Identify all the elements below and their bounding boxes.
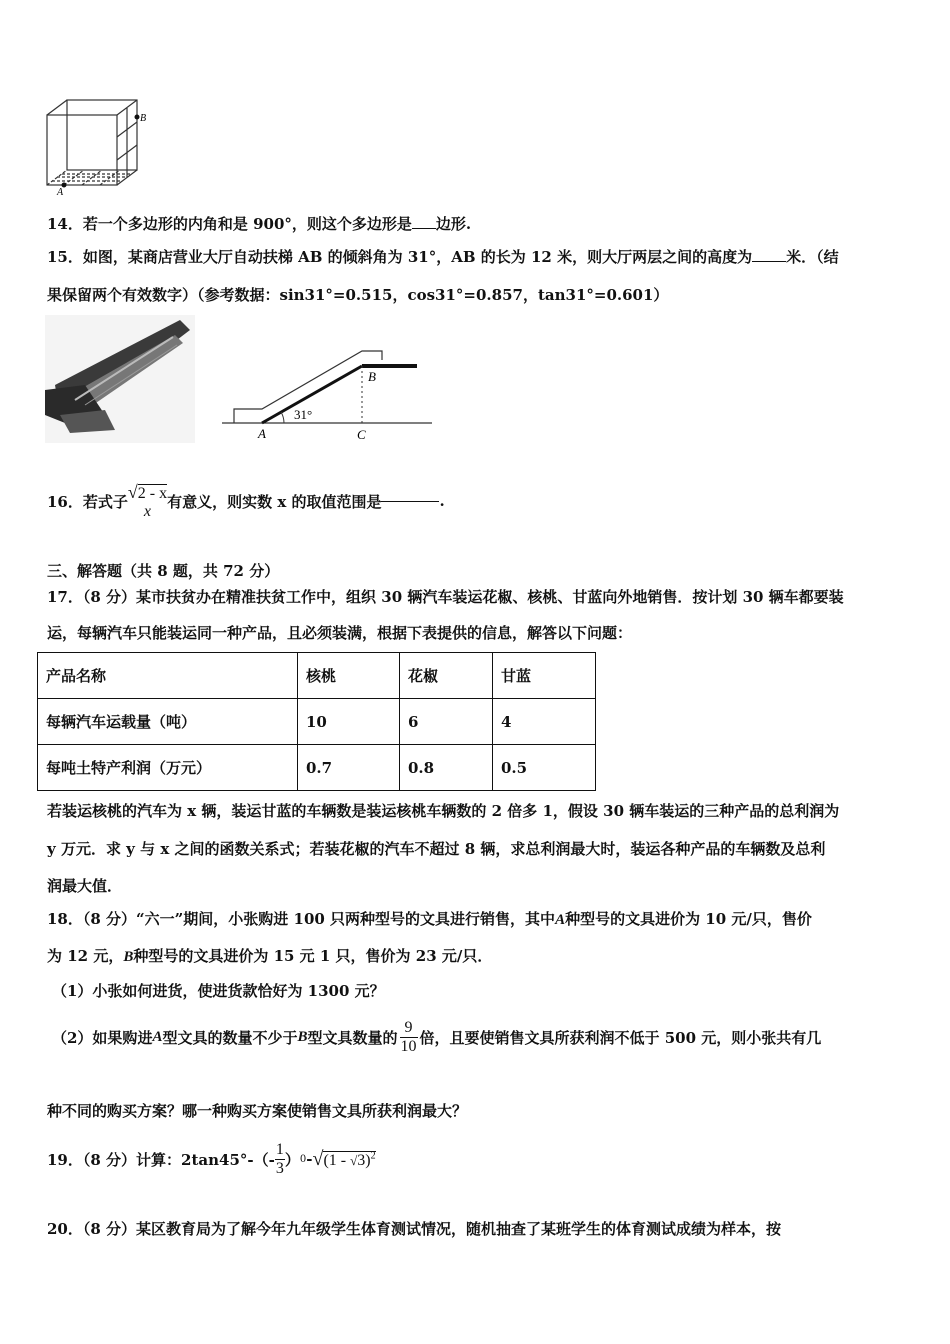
escalator-photo [45,315,195,443]
q18-text-2a: 为 12 元， [47,947,124,965]
q19-radicand-c: ) [365,1151,371,1169]
q19-minus: - [306,1150,313,1168]
escalator-label-c: C [357,427,366,442]
question-15-line2 [47,284,668,305]
q18-numerator: 9 [404,1018,413,1036]
table-header-cell: 产品名称 [38,653,298,699]
angle-label: 31° [294,407,313,422]
table-row [38,699,596,745]
table-header-cell: 甘蓝 [493,653,596,699]
question-17-line3 [47,800,839,821]
escalator-diagram [222,318,434,446]
q19-denominator: 3 [275,1159,284,1177]
q14-text-end: 边形. [435,215,472,233]
q14-answer-blank[interactable] [412,227,436,229]
escalator-label-a: A [258,426,266,441]
table-cell: 0.5 [493,745,596,791]
point-b [135,115,140,120]
q19-radicand-a: (1 - [323,1151,351,1169]
q18-part2-text-a: （2）如果购进 [52,1028,153,1047]
question-17-line5 [47,875,122,896]
q16-fraction [128,482,167,521]
q20-text: 20．（8 分）某区教育局为了解今年九年级学生体育测试情况，随机抽查了某班学生的体育测试成绩为样本，按 [47,1220,782,1238]
q19-exponent: 0 [299,1153,307,1165]
question-15-line1 [47,246,839,267]
q18-part2-text-f: 倍，且要使销售文具所获利润不低于 500 元，则小张共有几 [419,1028,822,1047]
table-cell: 每辆汽车运载量（吨） [38,699,298,745]
question-19 [47,1133,376,1185]
question-18-line2 [47,945,492,966]
q17-text-2: 运，每辆汽车只能装运同一种产品，且必须装满，根据下表提供的信息，解答以下问题： [47,624,633,642]
q19-paren-close: ） [284,1150,300,1169]
table-header-cell: 花椒 [400,653,493,699]
question-18-part2 [52,1012,821,1062]
q19-square: 2 [370,1150,376,1162]
table-header-cell: 核桃 [298,653,400,699]
q16-denominator: x [143,502,152,520]
q19-sqrt-expression: √(1 - √3)$^2$ [312,1147,376,1170]
question-18-line1 [47,908,812,929]
question-20 [47,1218,781,1239]
table-cell: 6 [400,699,493,745]
question-17-line2 [47,622,632,643]
table-cell: 4 [493,699,596,745]
q18-text-2c: 种型号的文具进价为 15 元 1 只，售价为 23 元/只． [133,947,493,965]
q17-text-1: 17．（8 分）某市扶贫办在精准扶贫工作中，组织 30 辆汽车装运花椒、核桃、甘蓝向外地销售．按计划 30 辆车都要装 [47,588,844,606]
table-cell: 0.8 [400,745,493,791]
section-3-title [47,560,279,581]
q17-info-table [37,652,596,791]
q18-text-1a: 18．（8 分）“六一”期间，小张购进 100 只两种型号的文具进行销售，其中 [47,910,556,928]
question-17-line4 [47,838,825,859]
q18-part2-type-b: B [297,1028,308,1045]
q15-reference: 果保留两个有效数字）（参考数据：sin31°=0.515，cos31°=0.857，tan31°=0.601） [47,286,669,304]
q17-text-4: y 万元．求 y 与 x 之间的函数关系式；若装花椒的汽车不超过 8 辆，求总利润最大时，装运各种产品的车辆数及总利 [47,840,826,858]
q14-text: 14．若一个多边形的内角和是 900°，则这个多边形是 [47,215,412,233]
q19-radicand-b: 3 [357,1151,366,1169]
q18-part2-text-line2: 种不同的购买方案？哪一种购买方案使销售文具所获利润最大？ [47,1102,468,1120]
q15-text-end: 米．（结 [786,248,839,266]
q18-fraction [400,1019,418,1056]
q18-part2-text-e: 型文具数量的 [307,1028,398,1047]
q18-part2-type-a: A [152,1028,163,1045]
q18-part2-text-c: 型文具的数量不少于 [162,1028,298,1047]
question-18-part1 [52,980,385,1001]
q19-numerator: 1 [275,1140,284,1158]
table-cell: 0.7 [298,745,400,791]
table-row [38,745,596,791]
q19-text: 19．（8 分）计算：2tan45°-（- [47,1150,275,1169]
q18-type-a: A [555,912,566,928]
table-cell: 每吨土特产利润（万元） [38,745,298,791]
q19-fraction [275,1141,285,1178]
q16-answer-blank[interactable] [381,500,439,502]
q17-text-3: 若装运核桃的汽车为 x 辆，装运甘蓝的车辆数是装运核桃车辆数的 2 倍多 1，假设 30 辆车装运的三种产品的总利润为 [47,802,840,820]
q17-text-5: 润最大值． [47,877,123,895]
q16-radicand: 2 - x [137,484,168,502]
escalator-label-b: B [368,369,376,384]
table-cell: 10 [298,699,400,745]
question-16 [47,476,445,526]
q15-answer-blank[interactable] [752,260,786,262]
cube-label-b: B [140,113,147,124]
cube-figure [42,95,152,195]
q18-denominator: 10 [400,1037,417,1055]
q16-text: 16．若式子 [47,492,128,511]
q15-text: 15．如图，某商店营业大厅自动扶梯 AB 的倾斜角为 31°，AB 的长为 12 米，则大厅两层之间的高度为 [47,248,753,266]
q18-type-b: B [123,949,134,965]
question-18-part2-line2 [47,1100,467,1121]
q16-text-after: 有意义，则实数 x 的取值范围是 [167,492,382,511]
question-17-line1 [47,586,844,607]
q18-text-1c: 种型号的文具进价为 10 元/只，售价 [565,910,812,928]
q16-text-end: . [439,492,445,510]
section-3-title-text: 三、解答题（共 8 题，共 72 分） [47,562,280,580]
question-14 [47,213,471,234]
cube-label-a: A [57,187,64,195]
table-header-row [38,653,596,699]
q16-numerator: √2 - x [127,481,168,502]
q18-part1-text: （1）小张如何进货，使进货款恰好为 1300 元？ [52,982,385,1000]
